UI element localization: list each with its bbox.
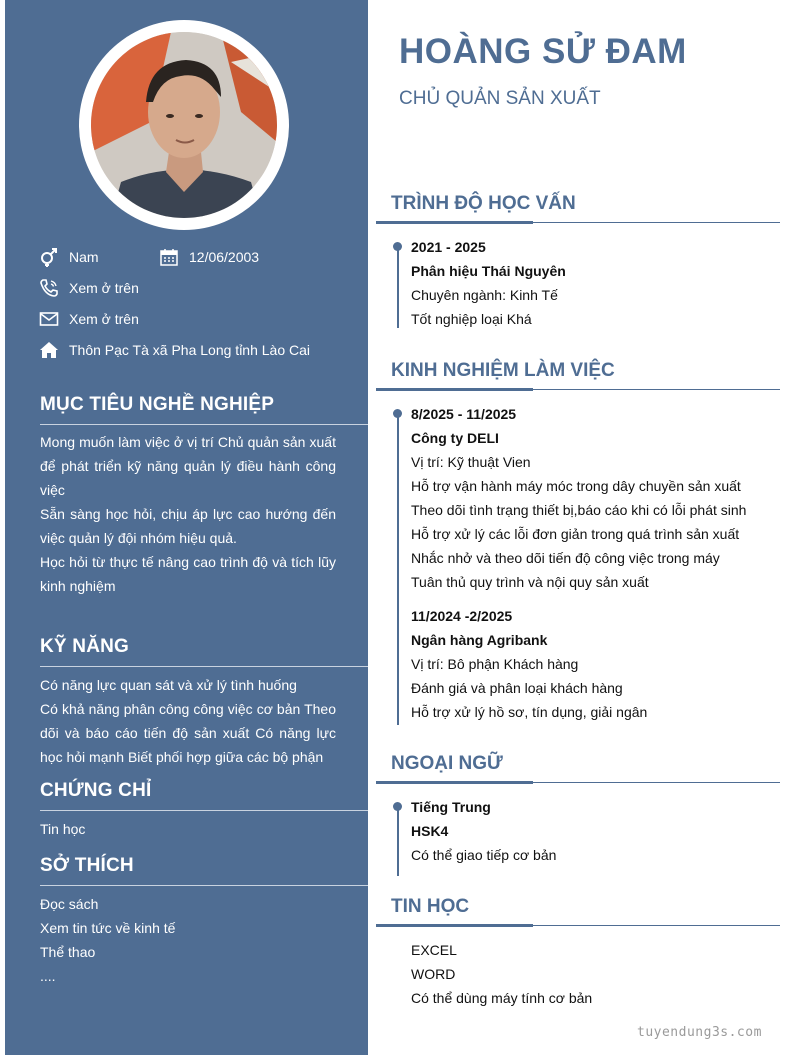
experience-title: KINH NGHIỆM LÀM VIỆC [391, 360, 615, 381]
language-level: HSK4 [411, 823, 449, 839]
job-line: Theo dõi tình trạng thiết bị,báo cáo khi có lỗi phát sinh [411, 502, 747, 518]
hobbies-title: SỞ THÍCH [40, 855, 134, 876]
job-line: Đánh giá và phân loại khách hàng [411, 680, 623, 696]
language-note: Có thể giao tiếp cơ bản [411, 847, 557, 863]
job-line: Tuân thủ quy trình và nội quy sản xuất [411, 574, 649, 590]
birthdate-text: 12/06/2003 [189, 249, 260, 265]
it-item: WORD [411, 966, 456, 982]
certificates-title: CHỨNG CHỈ [40, 780, 152, 801]
job-line: Vị trí: Bô phận Khách hàng [411, 656, 579, 672]
skills-divider [40, 666, 368, 667]
address-row [38, 339, 310, 361]
job-period: 8/2025 - 11/2025 [411, 406, 517, 422]
hobby-item: Thể thao [40, 944, 96, 960]
job-company: Ngân hàng Agribank [411, 632, 548, 648]
education-school: Phân hiệu Thái Nguyên [411, 263, 566, 279]
job-entry [411, 604, 771, 724]
avatar-frame [79, 20, 289, 230]
it-item: Có thể dùng máy tính cơ bản [411, 990, 593, 1006]
language-name: Tiếng Trung [411, 799, 491, 815]
education-entry [411, 235, 771, 331]
mail-icon [38, 308, 60, 330]
job-line: Vị trí: Kỹ thuật Vien [411, 454, 531, 470]
skills-paragraph: Có năng lực quan sát và xử lý tình huống [40, 677, 297, 693]
avatar [91, 32, 277, 218]
timeline-line [397, 246, 399, 328]
phone-text: Xem ở trên [69, 280, 139, 296]
home-icon [38, 339, 60, 361]
address-text: Thôn Pạc Tà xã Pha Long tỉnh Lào Cai [69, 342, 311, 358]
certificates-divider [40, 810, 368, 811]
objective-divider [40, 424, 368, 425]
skills-paragraph: Có khả năng phân công công việc cơ bản Theo dõi và báo cáo tiến độ sản xuất Có năng lực học hỏi mạnh Biết phối hợp giữa các bộ phận [40, 701, 336, 765]
job-line: Nhắc nhở và theo dõi tiến độ công việc trong máy [411, 550, 720, 566]
education-divider [376, 222, 780, 223]
education-title: TRÌNH ĐỘ HỌC VẤN [391, 193, 576, 214]
job-line: Hỗ trợ vận hành máy móc trong dây chuyền sản xuất [411, 478, 741, 494]
hobby-item: .... [40, 968, 56, 984]
timeline-line [397, 806, 399, 876]
job-line: Hỗ trợ xử lý hồ sơ, tín dụng, giải ngân [411, 704, 648, 720]
it-list [411, 938, 771, 1010]
it-item: EXCEL [411, 942, 457, 958]
experience-divider [376, 389, 780, 390]
certificates-list [40, 817, 336, 841]
hobbies-list [40, 892, 336, 988]
job-company: Công ty DELI [411, 430, 499, 446]
education-result: Tốt nghiệp loại Khá [411, 311, 532, 327]
it-divider [376, 925, 780, 926]
objective-paragraph: Sẵn sàng học hỏi, chịu áp lực cao hướng đến việc quản lý đội nhóm hiệu quả. [40, 506, 336, 546]
gender-row [38, 246, 99, 268]
gender-text: Nam [69, 249, 99, 265]
phone-row [38, 277, 139, 299]
birthdate-row [158, 246, 259, 268]
objective-text [40, 430, 336, 598]
languages-divider [376, 782, 780, 783]
language-entry [411, 795, 771, 867]
candidate-name: HOÀNG SỬ ĐAM [399, 32, 687, 71]
objective-paragraph: Mong muốn làm việc ở vị trí Chủ quản sản xuất để phát triển kỹ năng quản lý điều hành công việc [40, 434, 336, 498]
it-title: TIN HỌC [391, 896, 470, 917]
job-title: CHỦ QUẢN SẢN XUẤT [399, 88, 601, 109]
education-major: Chuyên ngành: Kinh Tế [411, 287, 558, 303]
hobby-item: Xem tin tức về kinh tế [40, 920, 176, 936]
email-row [38, 308, 139, 330]
skills-text [40, 673, 336, 769]
email-text: Xem ở trên [69, 311, 139, 327]
certificate-item: Tin học [40, 821, 86, 837]
watermark: tuyendung3s.com [637, 1025, 762, 1040]
objective-paragraph: Học hỏi từ thực tế nâng cao trình độ và tích lũy kinh nghiệm [40, 554, 336, 594]
phone-icon [38, 277, 60, 299]
job-period: 11/2024 -2/2025 [411, 608, 513, 624]
education-period: 2021 - 2025 [411, 239, 486, 255]
gender-icon [38, 246, 60, 268]
skills-title: KỸ NĂNG [40, 636, 130, 657]
job-entry [411, 402, 771, 594]
timeline-line [397, 413, 399, 725]
calendar-icon [158, 246, 180, 268]
objective-title: MỤC TIÊU NGHỀ NGHIỆP [40, 394, 275, 415]
hobbies-divider [40, 885, 368, 886]
sidebar [5, 0, 368, 1055]
hobby-item: Đọc sách [40, 896, 99, 912]
languages-title: NGOẠI NGỮ [391, 753, 503, 774]
job-line: Hỗ trợ xử lý các lỗi đơn giản trong quá trình sản xuất [411, 526, 740, 542]
